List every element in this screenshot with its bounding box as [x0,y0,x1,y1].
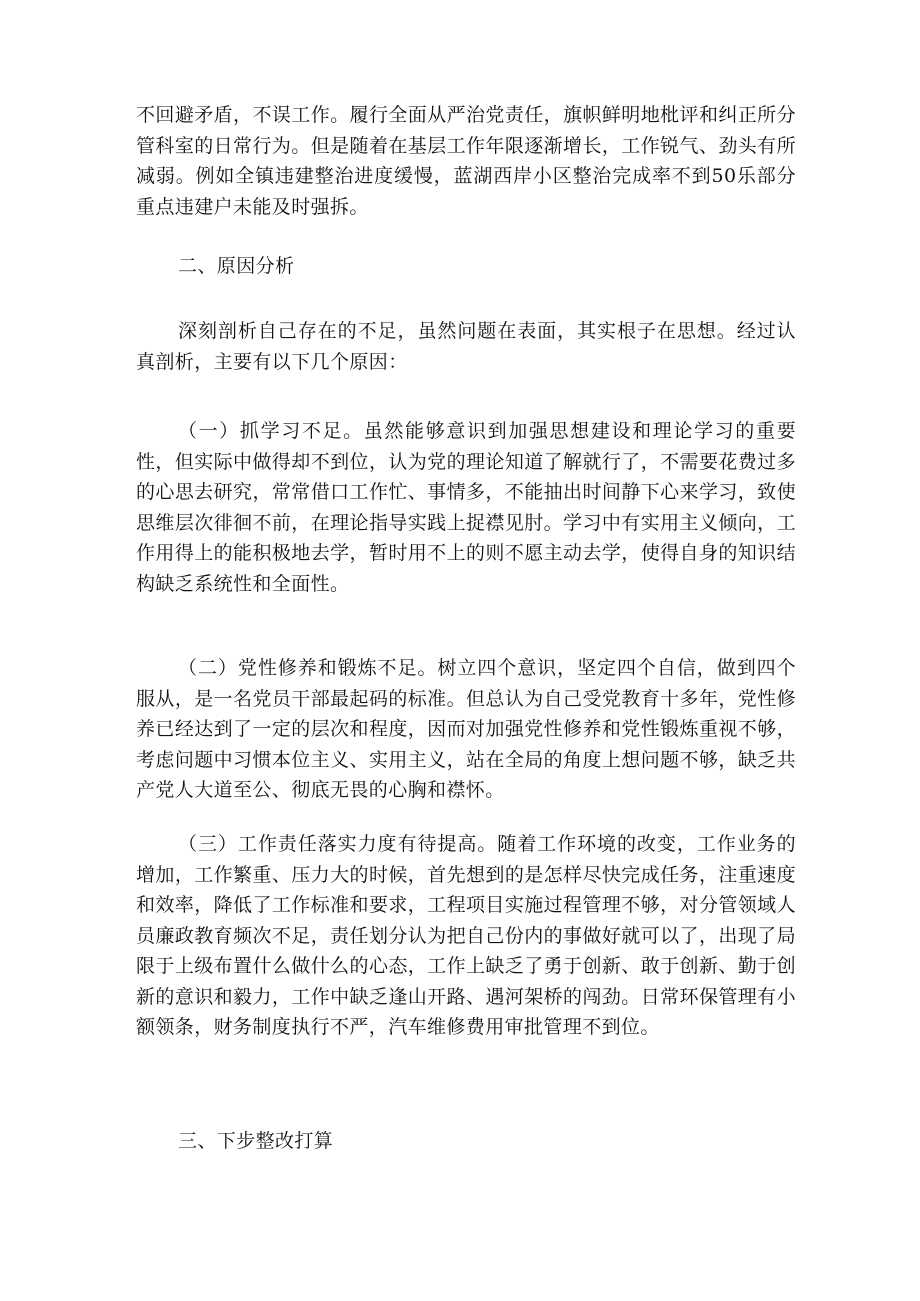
section-heading-rectification-plan: 三、下步整改打算 [178,1130,334,1152]
paragraph-study-shortcoming: （一）抓学习不足。虽然能够意识到加强思想建设和理论学习的重要性，但实际中做得却不到位，认为党的理论知道了解就行了，不需要花费过多的心思去研究，常常借口工作忙、事情多，不能抽出时间静下心来学习，致使思维层次徘徊不前，在理论指导实践上捉襟见肘。学习中有实用主义倾向，工作用得上的能积极地去学，暂时用不上的则不愿主动去学，使得自身的知识结构缺乏系统性和全面性。 [136,420,796,595]
paragraph-intro-tail: 不回避矛盾，不误工作。履行全面从严治党责任，旗帜鲜明地枇评和纠正所分管科室的日常行为。但是随着在基层工作年限逐渐增长，工作锐气、劲头有所减弱。例如全镇违建整治进度缓慢，蓝湖西岸小区整治完成率不到50乐部分重点违建户未能及时强拆。 [136,104,796,218]
paragraph-responsibility: （三）工作责任落实力度有待提高。随着工作环境的改变，工作业务的增加，工作繁重、压力大的时候，首先想到的是怎样尽快完成任务，注重速度和效率，降低了工作标准和要求，工程项目实施过程管理不够，对分管领域人员廉政教育频次不足，责任划分认为把自己份内的事做好就可以了，出现了局限于上级布置什么做什么的心态，工作上缺乏了勇于创新、敢于创新、勤于创新的意识和毅力，工作中缺乏逢山开路、遇河架桥的闯劲。日常环保管理有小额领条，财务制度执行不严，汽车维修费用审批管理不到位。 [136,833,796,1038]
section-heading-cause-analysis: 二、原因分析 [178,255,295,277]
paragraph-analysis-intro: 深刻剖析自己存在的不足，虽然问题在表面，其实根子在思想。经过认真剖析，主要有以下几个原因： [136,320,796,373]
paragraph-party-spirit: （二）党性修养和锻炼不足。树立四个意识，坚定四个自信，做到四个服从，是一名党员干部最起码的标准。但总认为自己受党教育十多年，党性修养已经达到了一定的层次和程度，因而对加强党性修养和党性锻炼重视不够，考虑问题中习惯本位主义、实用主义，站在全局的角度上想问题不够，缺乏共产党人大道至公、彻底无畏的心胸和襟怀。 [136,657,796,801]
